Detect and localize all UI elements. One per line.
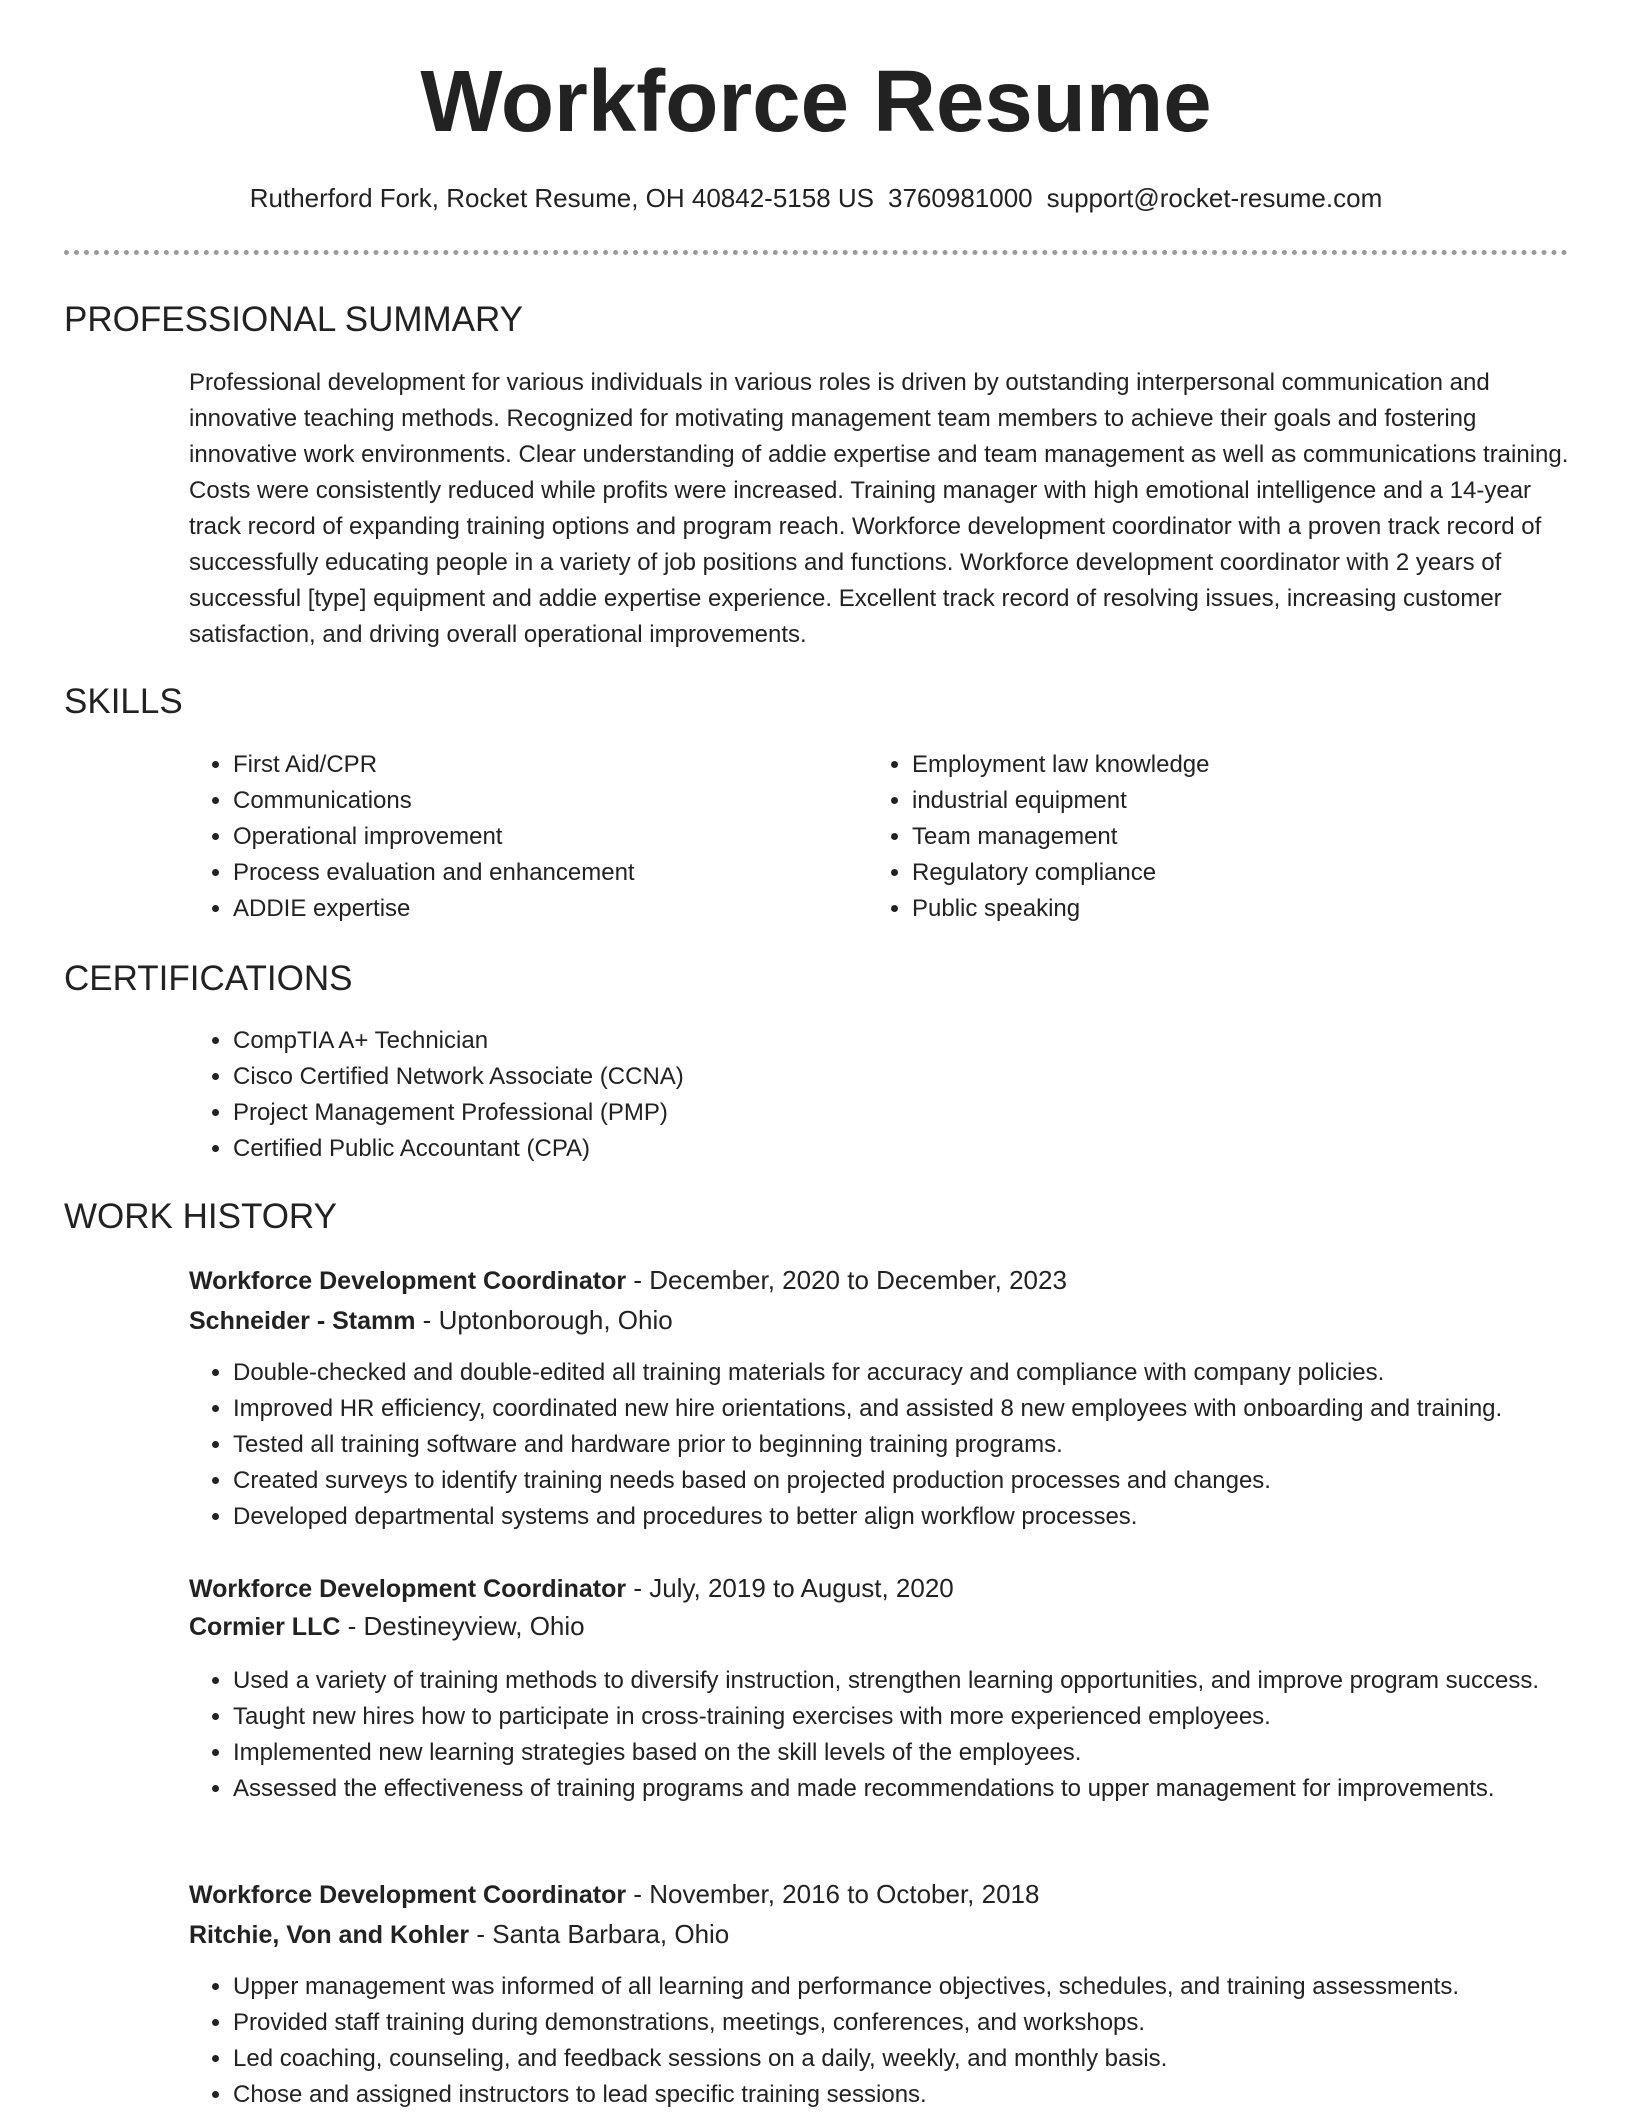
certifications-list (189, 1023, 1533, 1167)
job-company: Cormier LLC (189, 1613, 341, 1641)
job-bullet: • Assessed the effectiveness of training programs and made recommendations to upper management for improvements. (233, 1771, 1595, 1807)
contact-address: Rutherford Fork, Rocket Resume, OH 40842-5158 US (249, 183, 875, 213)
job-bullets (189, 1663, 1595, 1807)
job-bullet: • Created surveys to identify training needs based on projected production processes and changes. (233, 1463, 1632, 1499)
skill-item: • Team management (912, 819, 1572, 855)
certification-item: • Certified Public Accountant (CPA) (233, 1131, 1533, 1167)
job-company-line: Ritchie, Von and Kohler - Santa Barbara, Ohio (189, 1919, 730, 1949)
contact-email: support@rocket-resume.com (1046, 183, 1383, 213)
job-bullets (189, 1355, 1632, 1535)
job-role: Workforce Development Coordinator (189, 1575, 627, 1603)
job-title-line: Workforce Development Coordinator - December, 2020 to December, 2023 (189, 1265, 1067, 1295)
job-bullet: • Led coaching, counseling, and feedback sessions on a daily, weekly, and monthly basis. (233, 2041, 1632, 2077)
contact-line (0, 180, 1632, 216)
job-dates: July, 2019 to August, 2020 (649, 1573, 954, 1603)
job-company: Schneider - Stamm (189, 1307, 416, 1335)
job-bullet: • Tested all training software and hardware prior to beginning training programs. (233, 1427, 1632, 1463)
header-divider (64, 250, 1568, 255)
job-bullet: • Provided staff training during demonstrations, meetings, conferences, and workshops. (233, 2005, 1632, 2041)
job-company-line: Schneider - Stamm - Uptonborough, Ohio (189, 1305, 673, 1335)
skills-list-right (868, 747, 1572, 927)
skill-item: • ADDIE expertise (233, 891, 853, 927)
skill-item: • Operational improvement (233, 819, 853, 855)
section-title-work-history: WORK HISTORY (64, 1197, 337, 1236)
skill-item: • industrial equipment (912, 783, 1572, 819)
section-title-skills: SKILLS (64, 682, 183, 721)
skill-item: • Employment law knowledge (912, 747, 1572, 783)
certification-item: • CompTIA A+ Technician (233, 1023, 1533, 1059)
skill-item: • Public speaking (912, 891, 1572, 927)
summary-text: Professional development for various individuals in various roles is driven by outstanding interpersonal communication and innovative teaching methods. Recognized for motivating management team members to achieve their goals and fostering innovative work environments. Clear understanding of addie expertise and team management as well as communications training. Costs were consistently reduced while profits were increased. Training manager with high emotional intelligence and a 14-year track record of expanding training options and program reach. Workforce development coordinator with a proven track record of successfully educating people in a variety of job positions and functions. Workforce development coordinator with 2 years of successful [type] equipment and addie expertise experience. Excellent track record of resolving issues, increasing customer satisfaction, and driving overall operational improvements. (189, 369, 1569, 648)
job-bullets (189, 1969, 1632, 2113)
skill-item: • Communications (233, 783, 853, 819)
resume-title: Workforce Resume (420, 53, 1212, 150)
job-bullet: • Implemented new learning strategies based on the skill levels of the employees. (233, 1735, 1595, 1771)
section-title-certifications: CERTIFICATIONS (64, 959, 353, 998)
job-bullet: • Improved HR efficiency, coordinated new hire orientations, and assisted 8 new employees with onboarding and training. (233, 1391, 1632, 1427)
job-bullet: • Upper management was informed of all learning and performance objectives, schedules, and training assessments. (233, 1969, 1632, 2005)
certification-item: • Project Management Professional (PMP) (233, 1095, 1533, 1131)
job-dates: December, 2020 to December, 2023 (649, 1265, 1067, 1295)
skill-item: • First Aid/CPR (233, 747, 853, 783)
job-bullet: • Developed departmental systems and procedures to better align workflow processes. (233, 1499, 1632, 1535)
job-location: Destineyview, Ohio (363, 1611, 585, 1641)
section-title-summary: PROFESSIONAL SUMMARY (64, 300, 523, 339)
certification-item: • Cisco Certified Network Associate (CCNA) (233, 1059, 1533, 1095)
job-bullet: • Double-checked and double-edited all training materials for accuracy and compliance with company policies. (233, 1355, 1632, 1391)
job-title-line: Workforce Development Coordinator - July, 2019 to August, 2020 (189, 1573, 954, 1603)
job-company-line: Cormier LLC - Destineyview, Ohio (189, 1611, 585, 1641)
job-dates: November, 2016 to October, 2018 (649, 1879, 1040, 1909)
job-location: Santa Barbara, Ohio (492, 1919, 730, 1949)
job-location: Uptonborough, Ohio (438, 1305, 673, 1335)
job-bullet: • Used a variety of training methods to diversify instruction, strengthen learning opportunities, and improve program success. (233, 1663, 1595, 1699)
job-title-line: Workforce Development Coordinator - November, 2016 to October, 2018 (189, 1879, 1040, 1909)
job-role: Workforce Development Coordinator (189, 1881, 627, 1909)
skill-item: • Regulatory compliance (912, 855, 1572, 891)
job-bullet: • Chose and assigned instructors to lead specific training sessions. (233, 2077, 1632, 2113)
job-bullet: • Taught new hires how to participate in cross-training exercises with more experienced employees. (233, 1699, 1595, 1735)
contact-phone: 3760981000 (888, 183, 1033, 213)
job-role: Workforce Development Coordinator (189, 1267, 627, 1295)
skill-item: • Process evaluation and enhancement (233, 855, 853, 891)
job-company: Ritchie, Von and Kohler (189, 1921, 470, 1949)
skills-list-left (189, 747, 853, 927)
